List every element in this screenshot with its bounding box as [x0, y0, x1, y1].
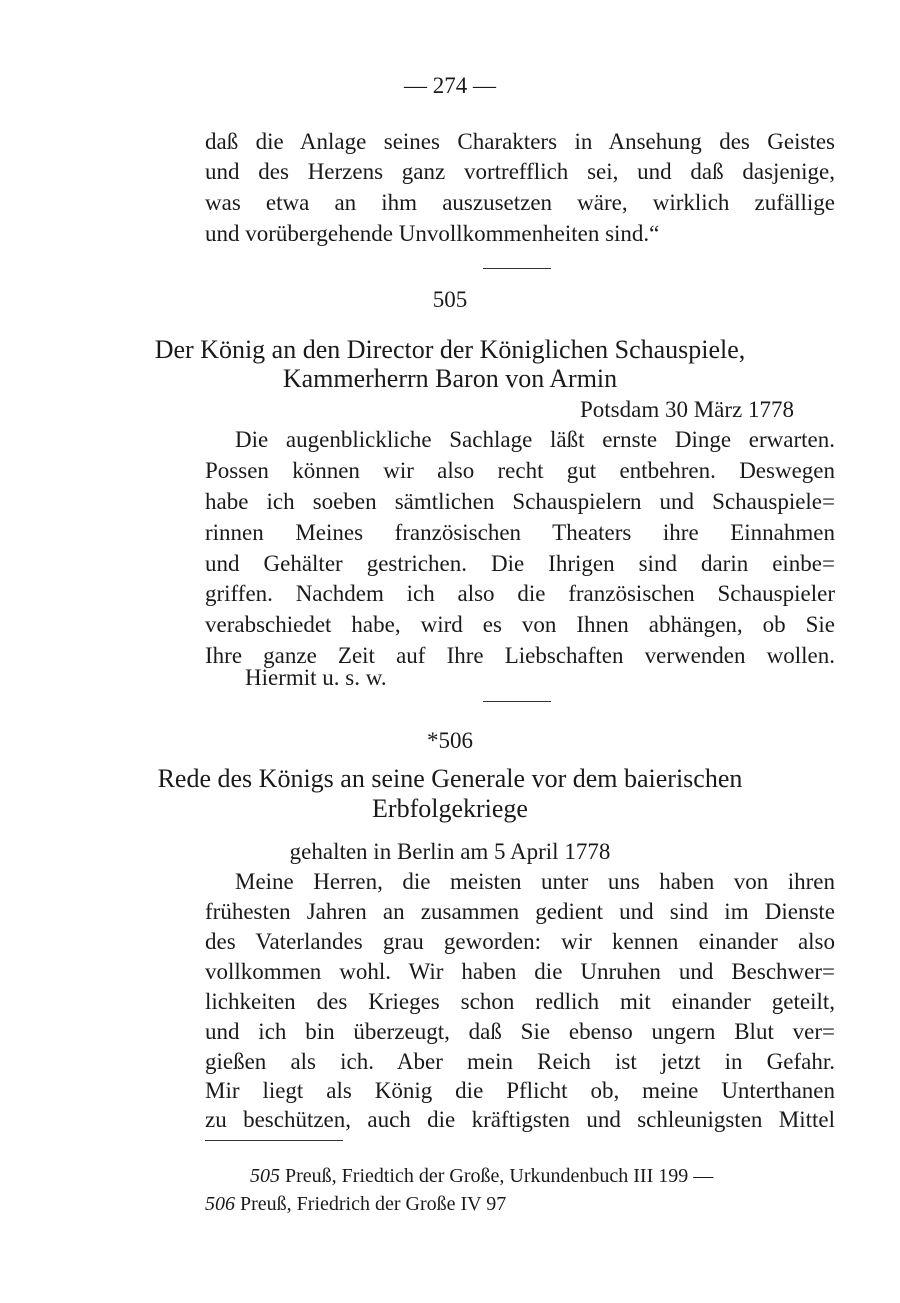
text-line: und ich bin überzeugt, daß Sie ebenso ungern Blut ver=	[205, 1019, 835, 1044]
text-line: daß die Anlage seines Charakters in Ansehung des Geistes	[205, 129, 835, 154]
text-line: zu beschützen, auch die kräftigsten und schleunigsten Mittel	[205, 1107, 835, 1132]
text-line: griffen. Nachdem ich also die französischen Schauspieler	[205, 581, 835, 606]
text-line: Meine Herren, die meisten unter uns haben von ihren	[235, 869, 835, 894]
section-divider	[483, 701, 551, 702]
text-line: Ihre ganze Zeit auf Ihre Liebschaften verwenden wollen.	[205, 643, 835, 668]
text-line: verabschiedet habe, wird es von Ihnen abhängen, ob Sie	[205, 612, 835, 637]
text-line: und des Herzens ganz vortrefflich sei, und daß dasjenige,	[205, 159, 835, 184]
closing-line: Hiermit u. s. w.	[245, 665, 387, 690]
text-line: was etwa an ihm auszusetzen wäre, wirklich zufällige	[205, 190, 835, 215]
text-line: rinnen Meines französischen Theaters ihre Einnahmen	[205, 520, 835, 545]
section-number: 505	[432, 287, 468, 312]
footnote	[250, 1163, 713, 1189]
section-subtitle: gehalten in Berlin am 5 April 1778	[289, 839, 611, 864]
footnote-text: Preuß, Friedtich der Große, Urkundenbuch III 199 —	[285, 1165, 714, 1187]
text-line: lichkeiten des Krieges schon redlich mit einander geteilt,	[205, 989, 835, 1014]
text-line: des Vaterlandes grau geworden: wir kennen einander also	[205, 929, 835, 954]
text-line: Possen können wir also recht gut entbehren. Deswegen	[205, 458, 835, 483]
section-number: *506	[427, 728, 473, 753]
text-line: gießen als ich. Aber mein Reich ist jetzt in Gefahr.	[205, 1049, 835, 1074]
section-title: Rede des Königs an seine Generale vor dem baierischen	[157, 764, 743, 793]
text-line: Die augenblickliche Sachlage läßt ernste Dinge erwarten.	[235, 427, 835, 452]
text-line: vollkommen wohl. Wir haben die Unruhen und Beschwer=	[205, 959, 835, 984]
footnote-text: Preuß, Friedrich der Große IV 97	[240, 1193, 507, 1215]
section-title: Erbfolgekriege	[372, 794, 528, 823]
page-number: — 274 —	[404, 73, 496, 98]
footnote-number: 505	[250, 1165, 280, 1187]
text-line: und vorübergehende Unvollkommenheiten sind.“	[205, 221, 660, 246]
text-line: frühesten Jahren an zusammen gedient und sind im Dienste	[205, 899, 835, 924]
section-title: Der König an den Director der Königlichen Schauspiele,	[154, 335, 746, 364]
text-line: Mir liegt als König die Pflicht ob, meine Unterthanen	[205, 1078, 835, 1103]
footnote-number: 506	[205, 1193, 235, 1215]
footnote-rule	[205, 1140, 343, 1141]
section-title: Kammerherrn Baron von Armin	[282, 364, 618, 393]
footnote	[205, 1191, 506, 1217]
place-date: Potsdam 30 März 1778	[580, 397, 795, 422]
section-divider	[483, 268, 551, 269]
text-line: und Gehälter gestrichen. Die Ihrigen sind darin einbe=	[205, 551, 835, 576]
text-line: habe ich soeben sämtlichen Schauspielern und Schauspiele=	[205, 489, 835, 514]
